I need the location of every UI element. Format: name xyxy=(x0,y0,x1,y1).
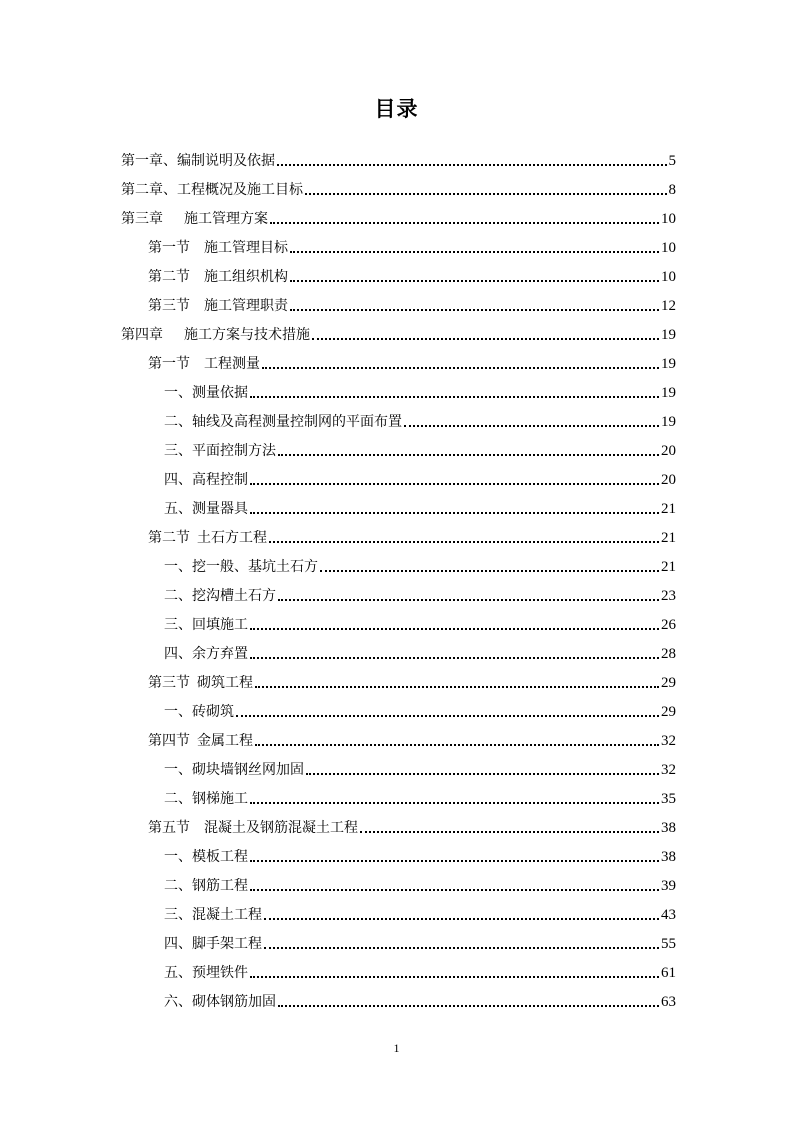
toc-dot-leader xyxy=(278,599,659,601)
toc-entry-page: 10 xyxy=(661,211,676,227)
toc-entry-label: 四、余方弃置 xyxy=(164,646,248,662)
toc-entry-label: 第三节 砌筑工程 xyxy=(148,675,253,691)
toc-dot-leader xyxy=(290,280,659,282)
toc-entry-label: 二、挖沟槽土石方 xyxy=(164,588,276,604)
toc-entry[interactable] xyxy=(148,665,676,694)
toc-dot-leader xyxy=(278,1005,659,1007)
toc-entry-label: 第二章、工程概况及施工目标 xyxy=(121,182,303,198)
toc-entry[interactable] xyxy=(121,317,676,346)
toc-entry-label: 第三章 施工管理方案 xyxy=(121,211,268,227)
toc-entry[interactable] xyxy=(164,752,676,781)
toc-entry-page: 20 xyxy=(661,472,676,488)
toc-entry-label: 第一节 工程测量 xyxy=(148,356,260,372)
toc-entry-label: 一、砖砌筑 xyxy=(164,704,234,720)
toc-dot-leader xyxy=(250,396,659,398)
toc-dot-leader xyxy=(264,947,659,949)
toc-entry[interactable] xyxy=(148,288,676,317)
toc-entry[interactable] xyxy=(148,810,676,839)
toc-entry[interactable] xyxy=(164,839,676,868)
toc-entry-label: 一、挖一般、基坑土石方 xyxy=(164,559,318,575)
toc-entry[interactable] xyxy=(121,201,676,230)
toc-entry-label: 六、砌体钢筋加固 xyxy=(164,994,276,1010)
toc-entry-page: 20 xyxy=(661,443,676,459)
toc-entry-page: 38 xyxy=(661,849,676,865)
toc-dot-leader xyxy=(290,309,659,311)
toc-entry-page: 63 xyxy=(661,994,676,1010)
toc-entry-page: 19 xyxy=(661,356,676,372)
toc-entry[interactable] xyxy=(164,926,676,955)
toc-entry-page: 38 xyxy=(661,820,676,836)
toc-entry-label: 第三节 施工管理职责 xyxy=(148,298,288,314)
toc-entry-page: 39 xyxy=(661,878,676,894)
toc-entry[interactable] xyxy=(164,897,676,926)
toc-entry-page: 8 xyxy=(668,182,676,198)
toc-entry-label: 一、模板工程 xyxy=(164,849,248,865)
toc-dot-leader xyxy=(360,831,659,833)
toc-entry-label: 一、砌块墙钢丝网加固 xyxy=(164,762,304,778)
toc-entry[interactable] xyxy=(148,723,676,752)
toc-entry-page: 21 xyxy=(661,530,676,546)
toc-entry[interactable] xyxy=(121,172,676,201)
toc-dot-leader xyxy=(290,251,659,253)
toc-entry-label: 四、脚手架工程 xyxy=(164,936,262,952)
toc-entry-page: 5 xyxy=(668,153,676,169)
toc-entry-page: 19 xyxy=(661,414,676,430)
toc-dot-leader xyxy=(270,222,659,224)
toc-entry-label: 二、轴线及高程测量控制网的平面布置 xyxy=(164,414,402,430)
toc-entry[interactable] xyxy=(164,578,676,607)
toc-entry-page: 32 xyxy=(661,762,676,778)
toc-entry-label: 第四章 施工方案与技术措施 xyxy=(121,327,310,343)
toc-entry-label: 第二节 土石方工程 xyxy=(148,530,267,546)
toc-dot-leader xyxy=(255,744,659,746)
page-number: 1 xyxy=(393,1041,400,1055)
toc-dot-leader xyxy=(250,976,659,978)
toc-entry-label: 第五节 混凝土及钢筋混凝土工程 xyxy=(148,820,358,836)
toc-dot-leader xyxy=(312,338,659,340)
toc-entry-page: 43 xyxy=(661,907,676,923)
toc-entry-label: 一、测量依据 xyxy=(164,385,248,401)
toc-entry-page: 21 xyxy=(661,559,676,575)
toc-entry[interactable] xyxy=(164,607,676,636)
toc-entry-page: 19 xyxy=(661,327,676,343)
toc-entry-label: 第四节 金属工程 xyxy=(148,733,253,749)
toc-entry[interactable] xyxy=(164,404,676,433)
page-title: 目录 xyxy=(374,97,419,121)
toc-dot-leader xyxy=(264,918,659,920)
toc-entry-label: 第一节 施工管理目标 xyxy=(148,240,288,256)
toc-dot-leader xyxy=(277,164,667,166)
toc-entry-label: 第二节 施工组织机构 xyxy=(148,269,288,285)
toc-entry[interactable] xyxy=(148,259,676,288)
toc-entry-label: 三、回填施工 xyxy=(164,617,248,633)
toc-entry[interactable] xyxy=(148,230,676,259)
toc-dot-leader xyxy=(250,860,659,862)
toc-dot-leader xyxy=(262,367,659,369)
toc-dot-leader xyxy=(250,628,659,630)
toc-entry[interactable] xyxy=(164,636,676,665)
toc-dot-leader xyxy=(278,454,659,456)
toc-dot-leader xyxy=(404,425,659,427)
toc-entry[interactable] xyxy=(148,520,676,549)
toc-entry[interactable] xyxy=(148,346,676,375)
toc-entry-label: 四、高程控制 xyxy=(164,472,248,488)
toc-entry-label: 第一章、编制说明及依据 xyxy=(121,153,275,169)
toc-entry-page: 55 xyxy=(661,936,676,952)
toc-entry-label: 五、测量器具 xyxy=(164,501,248,517)
toc-entry[interactable] xyxy=(164,375,676,404)
toc-dot-leader xyxy=(269,541,659,543)
toc-entry-page: 35 xyxy=(661,791,676,807)
toc-entry-page: 10 xyxy=(661,269,676,285)
toc-entry-label: 三、平面控制方法 xyxy=(164,443,276,459)
toc-entry[interactable] xyxy=(164,433,676,462)
toc-entry-label: 五、预埋铁件 xyxy=(164,965,248,981)
toc-entry[interactable] xyxy=(164,491,676,520)
toc-dot-leader xyxy=(320,570,659,572)
toc-dot-leader xyxy=(250,483,659,485)
toc-entry-page: 61 xyxy=(661,965,676,981)
toc-entry-label: 三、混凝土工程 xyxy=(164,907,262,923)
toc-entry[interactable] xyxy=(164,549,676,578)
toc-entry-page: 21 xyxy=(661,501,676,517)
toc-entry-page: 32 xyxy=(661,733,676,749)
toc-entry-page: 28 xyxy=(661,646,676,662)
toc-entry-label: 二、钢梯施工 xyxy=(164,791,248,807)
toc-entry[interactable] xyxy=(164,955,676,984)
toc-entry[interactable] xyxy=(164,984,676,1013)
toc-dot-leader xyxy=(250,889,659,891)
toc-entry-page: 12 xyxy=(661,298,676,314)
toc-entry-page: 29 xyxy=(661,704,676,720)
toc-entry-label: 二、钢筋工程 xyxy=(164,878,248,894)
toc-dot-leader xyxy=(236,715,659,717)
toc-entry-page: 19 xyxy=(661,385,676,401)
toc-dot-leader xyxy=(255,686,659,688)
toc-entry-page: 26 xyxy=(661,617,676,633)
toc-entry-page: 23 xyxy=(661,588,676,604)
toc-entry[interactable] xyxy=(164,781,676,810)
toc-entry[interactable] xyxy=(164,694,676,723)
toc-entry[interactable] xyxy=(164,868,676,897)
toc-dot-leader xyxy=(250,802,659,804)
toc-dot-leader xyxy=(306,773,659,775)
toc-entry-page: 29 xyxy=(661,675,676,691)
toc-dot-leader xyxy=(250,512,659,514)
toc-entry-page: 10 xyxy=(661,240,676,256)
toc-dot-leader xyxy=(305,193,667,195)
toc-entry[interactable] xyxy=(164,462,676,491)
toc-entry[interactable] xyxy=(121,143,676,172)
toc-dot-leader xyxy=(250,657,659,659)
